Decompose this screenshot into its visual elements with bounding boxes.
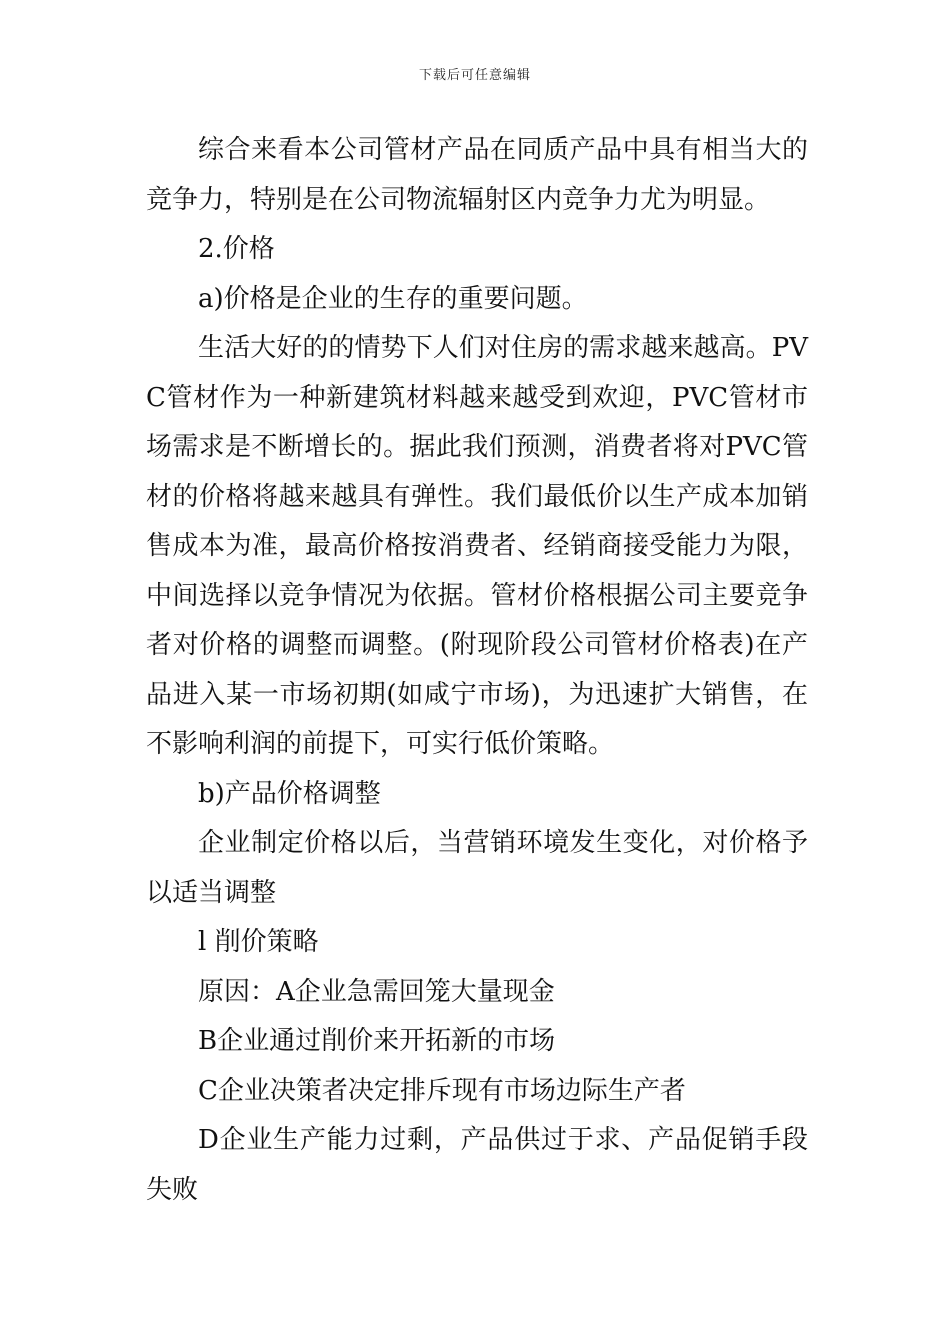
reason-d: D企业生产能力过剩，产品供过于求、产品促销手段失败	[146, 1125, 808, 1205]
reason-a: 原因：A企业急需回笼大量现金	[198, 976, 555, 1007]
document-body	[146, 126, 808, 1215]
reason-c: C企业决策者决定排斥现有市场边际生产者	[198, 1075, 686, 1106]
subheading-price-adjustment: b)产品价格调整	[198, 778, 381, 809]
paragraph-pricing-strategy: 生活大好的的情势下人们对住房的需求越来越高。PVC管材作为一种新建筑材料越来越受到欢迎，PVC管材市场需求是不断增长的。据此我们预测，消费者将对PVC管材的价格将越来越具有弹性。我们最低价以生产成本加销售成本为准，最高价格按消费者、经销商接受能力为限，中间选择以竞争情况为依据。管材价格根据公司主要竞争者对价格的调整而调整。(附现阶段公司管材价格表)在产品进入某一市场初期(如咸宁市场)，为迅速扩大销售，在不影响利润的前提下，可实行低价策略。	[146, 333, 808, 759]
subheading-price-importance: a)价格是企业的生存的重要问题。	[198, 283, 588, 314]
reason-b: B企业通过削价来开拓新的市场	[198, 1026, 556, 1056]
paragraph-price-adjustment-intro: 企业制定价格以后，当营销环境发生变化，对价格予以适当调整	[146, 828, 808, 908]
paragraph-competitiveness-summary: 综合来看本公司管材产品在同质产品中具有相当大的竞争力，特别是在公司物流辐射区内竞争力尤为明显。	[146, 135, 808, 215]
page-header-note: 下载后可任意编辑	[418, 68, 531, 83]
section-heading-price: 2.价格	[198, 234, 275, 264]
item-price-cut-strategy: l 削价策略	[198, 927, 319, 957]
